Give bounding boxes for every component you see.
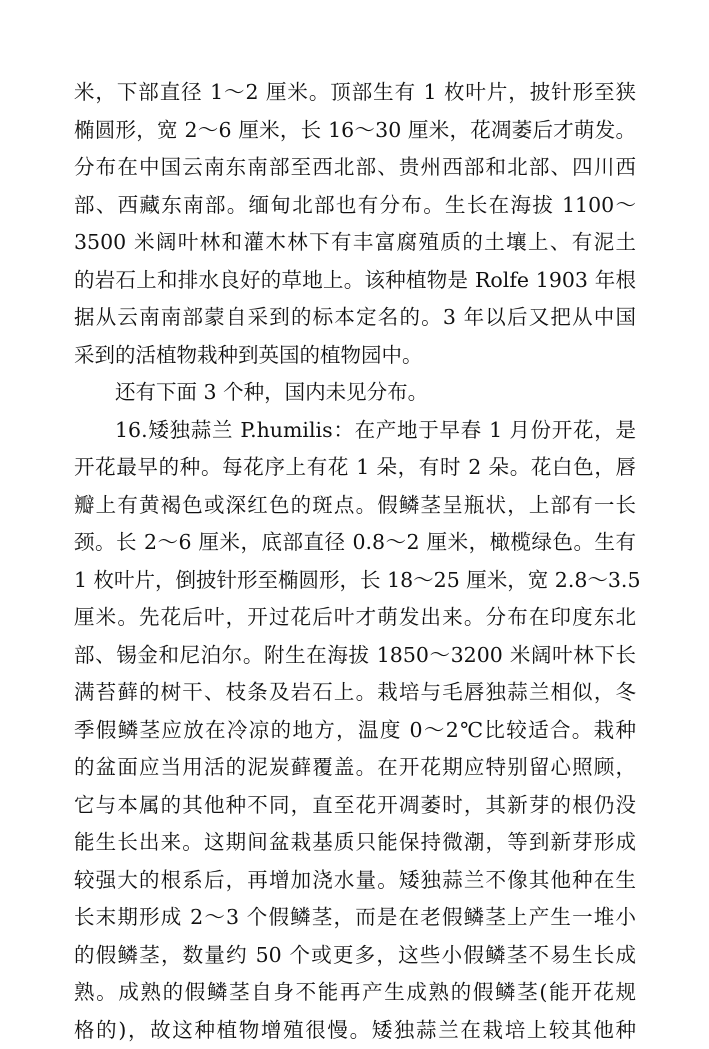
text-line: 的岩石上和排水良好的草地上。该种植物是 Rolfe 1903 年根 (74, 262, 636, 300)
text-line: 的盆面应当用活的泥炭藓覆盖。在开花期应特别留心照顾， (74, 749, 636, 787)
text-line: 椭圆形，宽 2～6 厘米，长 16～30 厘米，花凋萎后才萌发。 (74, 112, 636, 150)
text-line: 颈。长 2～6 厘米，底部直径 0.8～2 厘米，橄榄绿色。生有 (74, 524, 636, 562)
text-line: 瓣上有黄褐色或深红色的斑点。假鳞茎呈瓶状，上部有一长 (74, 487, 636, 525)
text-line: 采到的活植物栽种到英国的植物园中。 (74, 337, 636, 375)
text-line: 满苔藓的树干、枝条及岩石上。栽培与毛唇独蒜兰相似，冬 (74, 674, 636, 712)
text-line: 分布在中国云南东南部至西北部、贵州西部和北部、四川西 (74, 149, 636, 187)
text-line: 米，下部直径 1～2 厘米。顶部生有 1 枚叶片，披针形至狭 (74, 74, 636, 112)
text-line: 的假鳞茎，数量约 50 个或更多，这些小假鳞茎不易生长成 (74, 937, 636, 975)
text-line: 格的)，故这种植物增殖很慢。矮独蒜兰在栽培上较其他种 (74, 1012, 636, 1049)
text-line: 开花最早的种。每花序上有花 1 朵，有时 2 朵。花白色，唇 (74, 449, 636, 487)
text-line: 它与本属的其他种不同，直至花开凋萎时，其新芽的根仍没 (74, 787, 636, 825)
text-line: 部、西藏东南部。缅甸北部也有分布。生长在海拔 1100～ (74, 187, 636, 225)
text-line: 1 枚叶片，倒披针形至椭圆形，长 18～25 厘米，宽 2.8～3.5 (74, 562, 636, 600)
text-line: 厘米。先花后叶，开过花后叶才萌发出来。分布在印度东北 (74, 599, 636, 637)
text-line: 长末期形成 2～3 个假鳞茎，而是在老假鳞茎上产生一堆小 (74, 899, 636, 937)
text-line: 季假鳞茎应放在冷凉的地方，温度 0～2℃比较适合。栽种 (74, 712, 636, 750)
document-page (74, 74, 636, 1049)
text-line: 据从云南南部蒙自采到的标本定名的。3 年以后又把从中国 (74, 299, 636, 337)
text-line: 能生长出来。这期间盆栽基质只能保持微潮，等到新芽形成 (74, 824, 636, 862)
text-line: 较强大的根系后，再增加浇水量。矮独蒜兰不像其他种在生 (74, 862, 636, 900)
paragraph-first-line: 16.矮独蒜兰 P.humilis：在产地于早春 1 月份开花，是 (74, 412, 636, 450)
paragraph-first-line: 还有下面 3 个种，国内未见分布。 (74, 374, 636, 412)
text-line: 部、锡金和尼泊尔。附生在海拔 1850～3200 米阔叶林下长 (74, 637, 636, 675)
text-line: 3500 米阔叶林和灌木林下有丰富腐殖质的土壤上、有泥土 (74, 224, 636, 262)
text-line: 熟。成熟的假鳞茎自身不能再产生成熟的假鳞茎(能开花规 (74, 974, 636, 1012)
